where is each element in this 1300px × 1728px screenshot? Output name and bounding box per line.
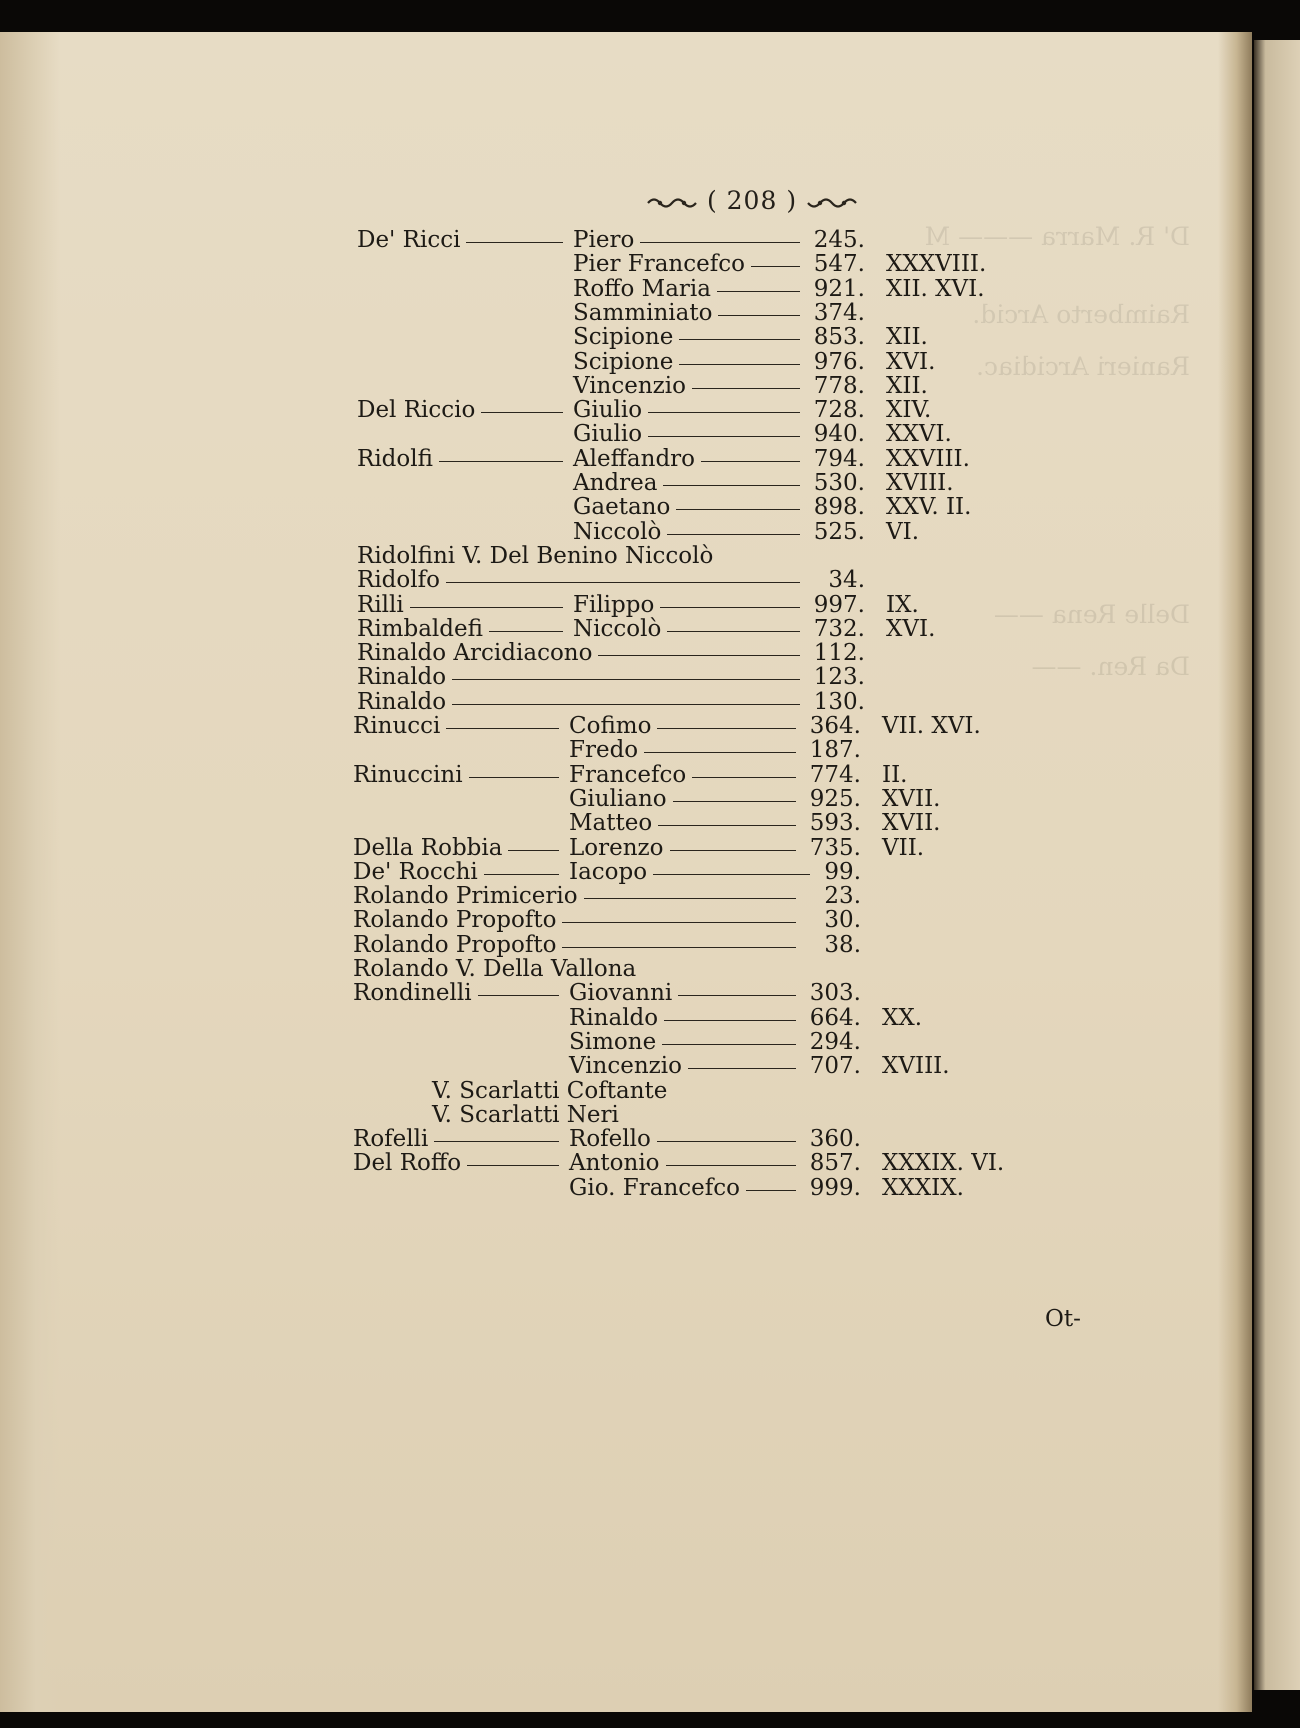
reference-numerals: II. xyxy=(882,762,908,788)
leader-line xyxy=(662,1044,796,1045)
leader-line xyxy=(692,777,796,778)
entry-number: 187. xyxy=(809,737,861,763)
given-name: Giovanni xyxy=(569,980,673,1006)
leader-line xyxy=(648,412,800,413)
given-name: Vincenzio xyxy=(569,1053,683,1079)
leader-line xyxy=(678,995,796,996)
leader-line xyxy=(452,704,800,705)
leader-line xyxy=(657,728,795,729)
entry-number: 245. xyxy=(813,227,865,253)
given-name: Aleffandro xyxy=(573,446,696,472)
family-name: Rondinelli xyxy=(353,980,472,1006)
reference-numerals: XXVI. xyxy=(886,421,952,447)
reference-numerals: XVII. xyxy=(882,810,941,836)
given-name: Gio. Francefco xyxy=(569,1175,741,1201)
leader-line xyxy=(478,995,559,996)
given-name: Cofimo xyxy=(569,713,652,739)
entry-number: 940. xyxy=(813,421,865,447)
leader-line xyxy=(508,850,559,851)
leader-line xyxy=(653,874,810,875)
given-name: Roffo Maria xyxy=(573,276,711,302)
leader-line xyxy=(658,825,796,826)
leader-line xyxy=(439,461,563,462)
entry-number: 294. xyxy=(809,1029,861,1055)
leader-line xyxy=(667,534,799,535)
entry-number: 778. xyxy=(813,373,865,399)
leader-line xyxy=(666,1165,796,1166)
entry-number: 374. xyxy=(813,300,865,326)
facing-page-edge xyxy=(1254,40,1300,1690)
leader-line xyxy=(676,509,799,510)
given-name: Giulio xyxy=(573,421,643,447)
reference-numerals: XXVIII. xyxy=(886,446,970,472)
show-through-text: Raimberto Arcid. xyxy=(972,300,1190,329)
entry-number: 925. xyxy=(809,786,861,812)
entry-number: 34. xyxy=(828,567,865,593)
family-name: V. Scarlatti Neri xyxy=(432,1102,619,1128)
leader-line xyxy=(640,242,799,243)
given-name: Giuliano xyxy=(569,786,667,812)
entry-number: 364. xyxy=(809,713,861,739)
entry-number: 774. xyxy=(809,762,861,788)
entry-number: 530. xyxy=(813,470,865,496)
family-name: Del Roffo xyxy=(353,1150,462,1176)
leader-line xyxy=(718,315,799,316)
given-name: Lorenzo xyxy=(569,835,664,861)
family-name: Della Robbia xyxy=(353,835,503,861)
show-through-text: Da Ren. —— xyxy=(1031,652,1190,681)
leader-line xyxy=(446,728,559,729)
show-through-text: Delle Rena —— xyxy=(993,600,1190,629)
given-name: Niccolò xyxy=(573,519,662,545)
reference-numerals: VII. xyxy=(882,835,925,861)
leader-line xyxy=(452,679,800,680)
leader-line xyxy=(434,1141,559,1142)
leader-line xyxy=(673,801,796,802)
family-name: Ridolfini V. Del Benino Niccolò xyxy=(357,543,714,569)
given-name: Scipione xyxy=(573,324,674,350)
reference-numerals: XVIII. xyxy=(886,470,954,496)
leader-line xyxy=(701,461,800,462)
entry-number: 112. xyxy=(813,640,865,666)
reference-numerals: XII. xyxy=(886,324,928,350)
page-gutter xyxy=(1218,32,1252,1712)
reference-numerals: XVI. xyxy=(886,616,936,642)
leader-line xyxy=(562,947,796,948)
reference-numerals: XVIII. xyxy=(882,1053,950,1079)
given-name: Giulio xyxy=(573,397,643,423)
family-name: Del Riccio xyxy=(357,397,476,423)
family-name: Ridolfo xyxy=(357,567,440,593)
given-name: Gaetano xyxy=(573,494,671,520)
leader-line xyxy=(481,412,563,413)
family-name: Ridolfi xyxy=(357,446,433,472)
entry-number: 664. xyxy=(809,1005,861,1031)
entry-number: 99. xyxy=(824,859,861,885)
family-name: De' Rocchi xyxy=(353,859,478,885)
entry-number: 303. xyxy=(809,980,861,1006)
leader-line xyxy=(657,1141,796,1142)
given-name: Niccolò xyxy=(573,616,662,642)
given-name: Iacopo xyxy=(569,859,648,885)
entry-number: 976. xyxy=(813,349,865,375)
leader-line xyxy=(746,1190,796,1191)
entry-number: 735. xyxy=(809,835,861,861)
left-ornament-icon xyxy=(646,195,698,211)
given-name: Matteo xyxy=(569,810,653,836)
leader-line xyxy=(648,436,800,437)
page-header xyxy=(646,186,858,215)
leader-line xyxy=(598,655,800,656)
leader-line xyxy=(717,291,800,292)
family-name: Rolando Propofto xyxy=(353,907,557,933)
leader-line xyxy=(670,850,796,851)
family-name: Rolando Primicerio xyxy=(353,883,578,909)
entry-number: 898. xyxy=(813,494,865,520)
leader-line xyxy=(484,874,559,875)
reference-numerals: XIV. xyxy=(886,397,932,423)
family-name: V. Scarlatti Coftante xyxy=(432,1078,668,1104)
leader-line xyxy=(664,1020,796,1021)
reference-numerals: XII. XVI. xyxy=(886,276,985,302)
entry-number: 38. xyxy=(824,932,861,958)
entry-number: 999. xyxy=(809,1175,861,1201)
given-name: Fredo xyxy=(569,737,639,763)
family-name: De' Ricci xyxy=(357,227,461,253)
given-name: Rofello xyxy=(569,1126,651,1152)
family-name: Rofelli xyxy=(353,1126,429,1152)
leader-line xyxy=(410,607,563,608)
given-name: Francefco xyxy=(569,762,687,788)
family-name: Rinucci xyxy=(353,713,441,739)
entry-number: 360. xyxy=(809,1126,861,1152)
reference-numerals: VII. XVI. xyxy=(882,713,981,739)
show-through-text: D' R. Marra ——— M xyxy=(924,222,1190,251)
given-name: Vincenzio xyxy=(573,373,687,399)
leader-line xyxy=(688,1068,796,1069)
leader-line xyxy=(660,607,799,608)
family-name: Rinaldo Arcidiacono xyxy=(357,640,593,666)
leader-line xyxy=(644,752,796,753)
entry-number: 921. xyxy=(813,276,865,302)
family-name: Rinaldo xyxy=(357,689,447,715)
family-name: Rolando V. Della Vallona xyxy=(353,956,637,982)
reference-numerals: XII. xyxy=(886,373,928,399)
given-name: Samminiato xyxy=(573,300,713,326)
family-name: Rolando Propofto xyxy=(353,932,557,958)
reference-numerals: IX. xyxy=(886,592,919,618)
family-name: Rilli xyxy=(357,592,404,618)
given-name: Andrea xyxy=(573,470,658,496)
reference-numerals: XVI. xyxy=(886,349,936,375)
given-name: Rinaldo xyxy=(569,1005,659,1031)
given-name: Pier Francefco xyxy=(573,251,745,277)
entry-number: 30. xyxy=(824,907,861,933)
leader-line xyxy=(679,339,799,340)
show-through-text: Ranieri Arcidiac. xyxy=(976,352,1190,381)
page-edge-left xyxy=(0,32,60,1712)
entry-number: 794. xyxy=(813,446,865,472)
family-name: Rimbaldefi xyxy=(357,616,483,642)
page-number: ( 208 ) xyxy=(706,186,798,215)
entry-number: 853. xyxy=(813,324,865,350)
given-name: Piero xyxy=(573,227,635,253)
leader-line xyxy=(562,922,796,923)
leader-line xyxy=(663,485,799,486)
reference-numerals: XXV. II. xyxy=(886,494,972,520)
entry-number: 728. xyxy=(813,397,865,423)
given-name: Simone xyxy=(569,1029,657,1055)
leader-line xyxy=(466,242,563,243)
entry-number: 732. xyxy=(813,616,865,642)
entry-number: 130. xyxy=(813,689,865,715)
reference-numerals: VI. xyxy=(886,519,920,545)
reference-numerals: XXXIX. VI. xyxy=(882,1150,1005,1176)
leader-line xyxy=(489,631,563,632)
entry-number: 593. xyxy=(809,810,861,836)
catchword: Ot- xyxy=(1045,1306,1081,1332)
right-ornament-icon xyxy=(806,195,858,211)
entry-number: 123. xyxy=(813,664,865,690)
leader-line xyxy=(446,582,800,583)
leader-line xyxy=(469,777,559,778)
family-name: Rinaldo xyxy=(357,664,447,690)
given-name: Filippo xyxy=(573,592,655,618)
entry-number: 23. xyxy=(824,883,861,909)
reference-numerals: XVII. xyxy=(882,786,941,812)
given-name: Antonio xyxy=(569,1150,660,1176)
family-name: Rinuccini xyxy=(353,762,463,788)
given-name: Scipione xyxy=(573,349,674,375)
entry-number: 857. xyxy=(809,1150,861,1176)
leader-line xyxy=(584,898,796,899)
entry-number: 997. xyxy=(813,592,865,618)
leader-line xyxy=(692,388,800,389)
entry-number: 707. xyxy=(809,1053,861,1079)
reference-numerals: XXXIX. xyxy=(882,1175,964,1201)
reference-numerals: XXXVIII. xyxy=(886,251,987,277)
leader-line xyxy=(679,364,799,365)
leader-line xyxy=(467,1165,559,1166)
reference-numerals: XX. xyxy=(882,1005,923,1031)
leader-line xyxy=(667,631,799,632)
leader-line xyxy=(751,266,800,267)
entry-number: 525. xyxy=(813,519,865,545)
entry-number: 547. xyxy=(813,251,865,277)
